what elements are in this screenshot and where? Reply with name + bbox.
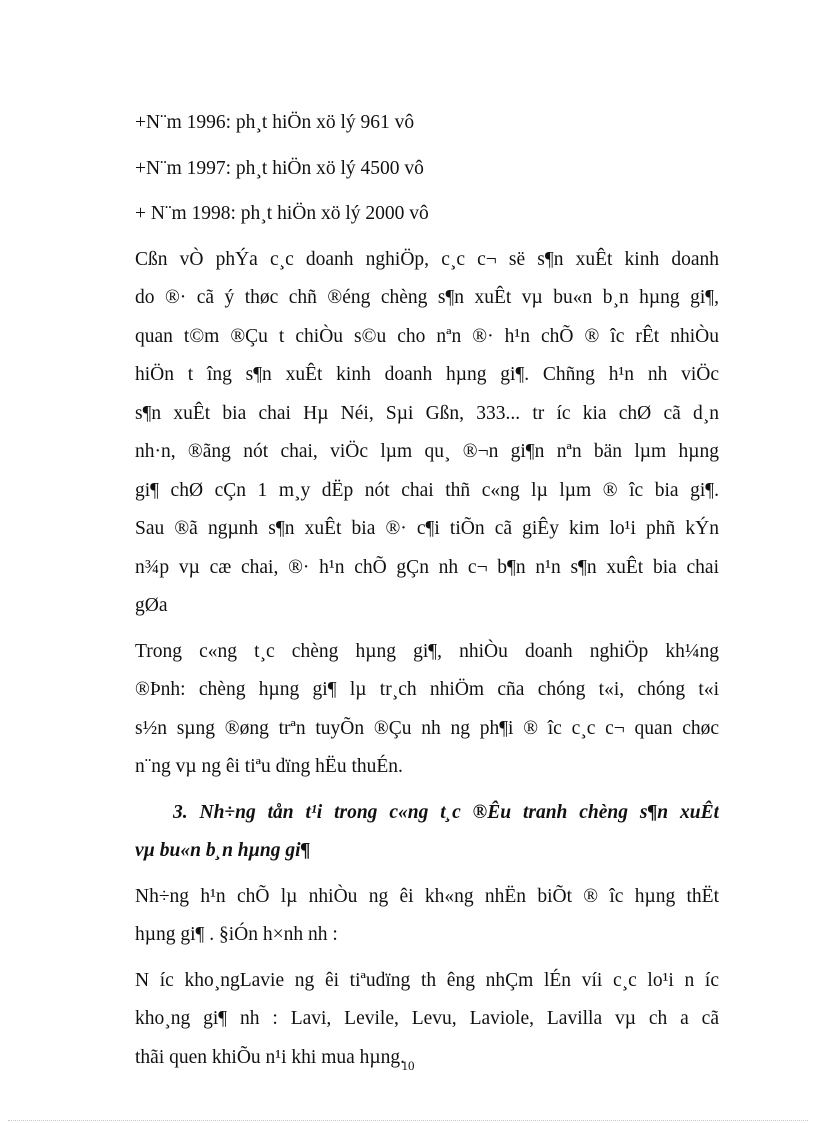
stat-line: +N¨m 1997: ph¸t hiÖn xö lý 4500 vô xyxy=(135,157,424,179)
paragraph-limitations xyxy=(135,878,719,955)
paragraph-line: hiÖn t îng s¶n xuÊt kinh doanh hµng gi¶. Chñng h¹n nh viÖc xyxy=(135,364,719,385)
paragraph-line: Nh÷ng h¹n chÕ lµ nhiÒu ng êi kh«ng nhËn biÕt ® îc hµng thËt xyxy=(135,885,719,907)
section-heading xyxy=(135,794,719,871)
page-body xyxy=(135,104,719,1077)
paragraph-line: gi¶ chØ cÇn 1 m¸y dËp nót chai thñ c«ng lµ lµm ® îc bia gi¶. xyxy=(135,479,719,501)
paragraph-line: s½n sµng ®øng trªn tuyÕn ®Çu nh ng ph¶i ® îc c¸c c¬ quan chøc xyxy=(135,717,719,739)
paragraph-line: do ®· cã ý thøc chñ ®éng chèng s¶n xuÊt vµ bu«n b¸n hµng gi¶, xyxy=(135,287,719,308)
paragraph-line: thãi quen khiÕu n¹i khi mua hµng. xyxy=(135,1046,406,1068)
stat-line: + N¨m 1998: ph¸t hiÖn xö lý 2000 vô xyxy=(135,203,429,224)
paragraph-line: Trong c«ng t¸c chèng hµng gi¶, nhiÒu doanh nghiÖp kh¼ng xyxy=(135,640,719,662)
paragraph-line: Cßn vÒ phÝa c¸c doanh nghiÖp, c¸c c¬ së s¶n xuÊt kinh doanh xyxy=(135,248,719,270)
paragraph-anti-counterfeit xyxy=(135,633,719,787)
page-number: 10 xyxy=(401,1058,415,1073)
paragraph-line: N íc kho¸ngLavie ng êi tiªudïng th êng nhÇm lÉn víi c¸c lo¹i n íc xyxy=(135,969,719,991)
paragraph-line: ®Þnh: chèng hµng gi¶ lµ tr¸ch nhiÖm cña chóng t«i, chóng t«i xyxy=(135,679,719,700)
page-bottom-divider xyxy=(8,1120,808,1121)
paragraph-line: n¨ng vµ ng êi tiªu dïng hËu thuÉn. xyxy=(135,756,403,777)
paragraph-line: quan t©m ®Çu t chiÒu s©u cho nªn ®· h¹n chÕ ® îc rÊt nhiÒu xyxy=(135,325,719,347)
paragraph-line: hµng gi¶ . §iÓn h×nh nh : xyxy=(135,924,338,945)
heading-line: 3. Nh÷ng tån t¹i trong c«ng t¸c ®Êu tranh chèng s¶n xuÊt xyxy=(173,801,719,823)
paragraph-line: n¾p vµ cæ chai, ®· h¹n chÕ gÇn nh c¬ b¶n n¹n s¶n xuÊt bia chai xyxy=(135,556,719,578)
heading-line: vµ bu«n b¸n hµng gi¶ xyxy=(135,840,311,861)
paragraph-line: kho¸ng gi¶ nh : Lavi, Levile, Levu, Laviole, Lavilla vµ ch a cã xyxy=(135,1008,719,1029)
paragraph-line: gØa xyxy=(135,595,168,616)
paragraph-enterprises xyxy=(135,241,719,626)
paragraph-line: Sau ®ã ngµnh s¶n xuÊt bia ®· c¶i tiÕn cã giÊy kim lo¹i phñ kÝn xyxy=(135,518,719,539)
stat-line: +N¨m 1996: ph¸t hiÖn xö lý 961 vô xyxy=(135,112,415,133)
paragraph-line: nh·n, ®ãng nót chai, viÖc lµm qu¸ ®¬n gi¶n nªn bän lµm hµng xyxy=(135,441,719,462)
paragraph-line: s¶n xuÊt bia chai Hµ Néi, Sµi Gßn, 333... tr íc kia chØ cã d¸n xyxy=(135,402,719,424)
